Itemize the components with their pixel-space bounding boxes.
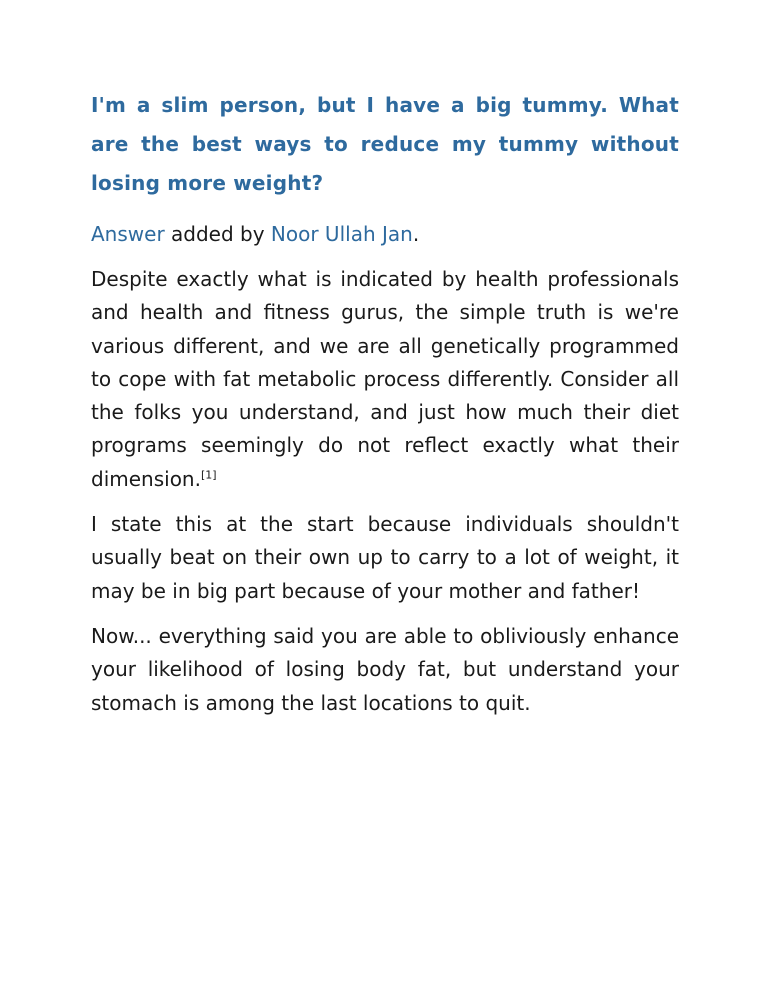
- answer-link[interactable]: Answer: [91, 222, 165, 246]
- answer-attribution: [91, 217, 679, 251]
- reference-marker[interactable]: [1]: [200, 468, 217, 482]
- paragraph-1-text: Despite exactly what is indicated by health professionals and health and fitness gurus, the simple truth is we're various different, and we are all genetically programmed to cope with fat metabolic process differently. Consider all the folks you understand, and just how much their diet programs seemingly do not reflect exactly what their dimension.: [91, 267, 679, 491]
- body-paragraph-1: [91, 263, 679, 496]
- question-title: I'm a slim person, but I have a big tummy. What are the best ways to reduce my tummy without losing more weight?: [91, 93, 679, 195]
- document-page: [91, 86, 679, 732]
- body-paragraph-2: I state this at the start because individuals shouldn't usually beat on their own up to carry to a lot of weight, it may be in big part because of your mother and father!: [91, 512, 679, 603]
- body-paragraph-3: Now... everything said you are able to obliviously enhance your likelihood of losing body fat, but understand your stomach is among the last locations to quit.: [91, 623, 679, 715]
- attribution-period: .: [412, 222, 420, 246]
- added-by-text: added by: [164, 222, 271, 246]
- author-link[interactable]: Noor Ullah Jan: [270, 222, 413, 246]
